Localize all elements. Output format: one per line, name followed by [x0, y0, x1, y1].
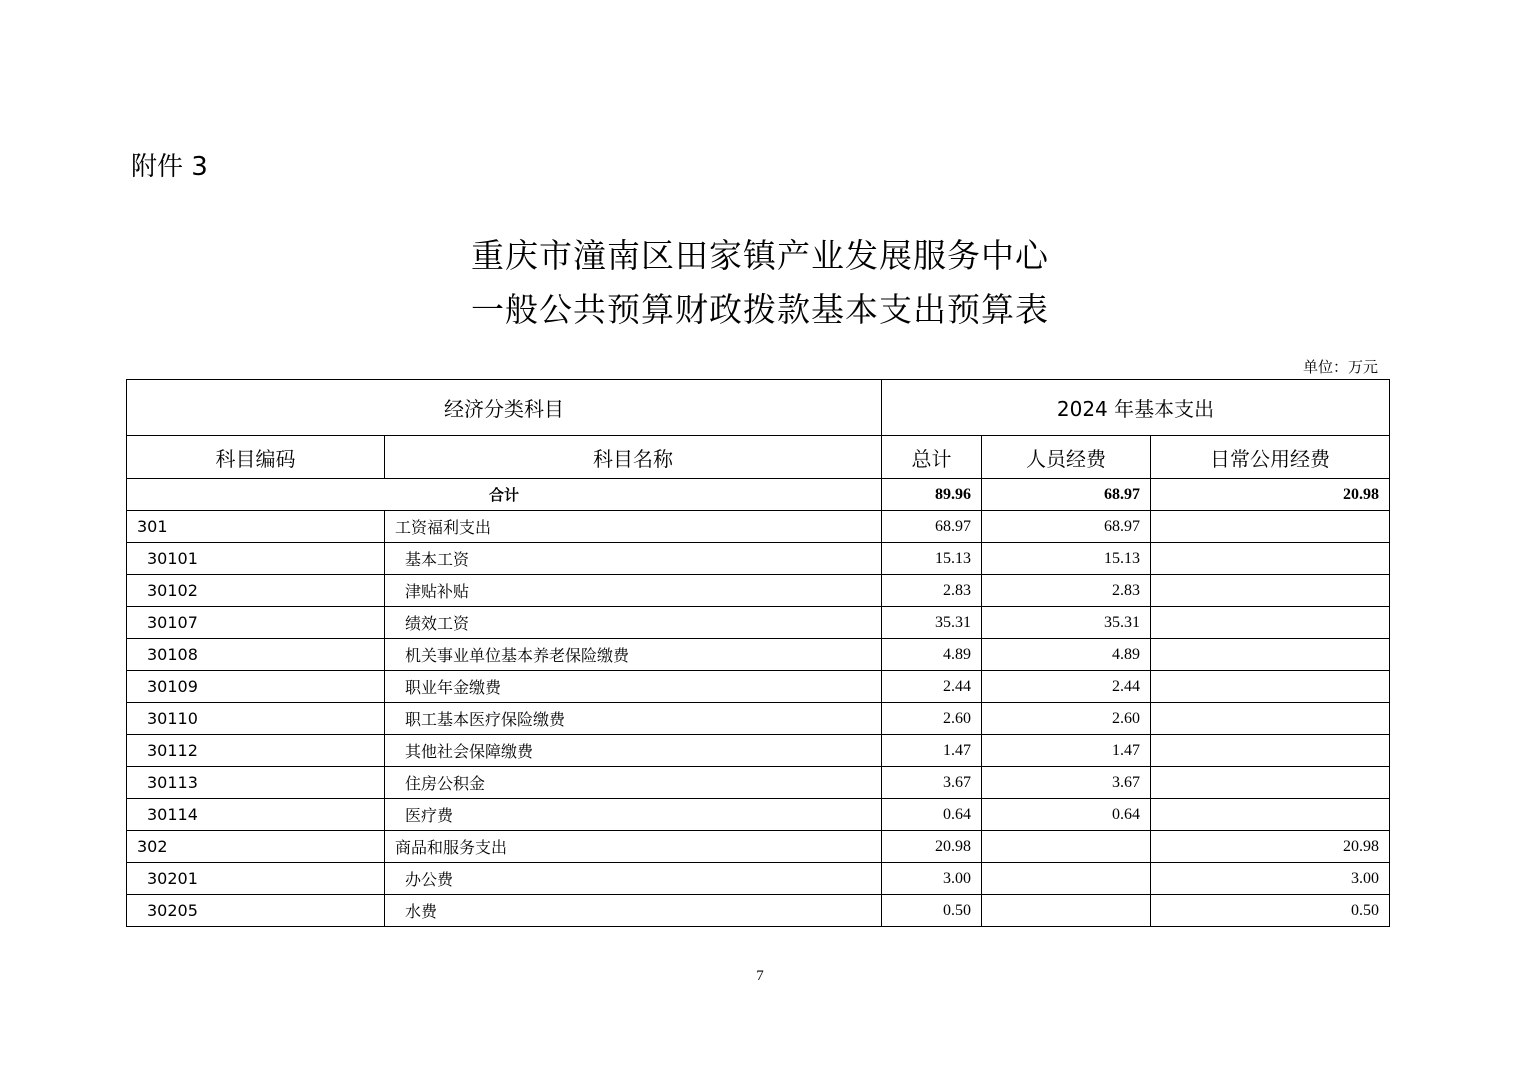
row-name: 基本工资 [385, 543, 882, 575]
table-row [127, 863, 1390, 895]
row-personnel [982, 895, 1151, 927]
row-name: 水费 [385, 895, 882, 927]
row-code: 30107 [127, 607, 385, 639]
title-line-1: 重庆市潼南区田家镇产业发展服务中心 [471, 236, 1049, 275]
row-total: 2.60 [882, 703, 982, 735]
row-personnel: 4.89 [982, 639, 1151, 671]
row-name: 职业年金缴费 [385, 671, 882, 703]
header-public: 日常公用经费 [1151, 436, 1390, 479]
row-total: 0.50 [882, 895, 982, 927]
unit-label: 单位：万元 [1302, 358, 1378, 376]
row-code: 30102 [127, 575, 385, 607]
row-name: 工资福利支出 [385, 511, 882, 543]
row-public [1151, 543, 1390, 575]
row-code: 30108 [127, 639, 385, 671]
column-header-row [127, 436, 1390, 479]
table-row [127, 799, 1390, 831]
page-number: 7 [756, 968, 764, 984]
table-row [127, 767, 1390, 799]
row-name: 办公费 [385, 863, 882, 895]
row-public [1151, 799, 1390, 831]
row-personnel: 3.67 [982, 767, 1151, 799]
table-row [127, 831, 1390, 863]
group-header-economic: 经济分类科目 [127, 380, 882, 436]
total-public: 20.98 [1151, 479, 1390, 511]
group-header-row [127, 380, 1390, 436]
row-public [1151, 735, 1390, 767]
row-code: 301 [127, 511, 385, 543]
row-total: 68.97 [882, 511, 982, 543]
row-code: 30101 [127, 543, 385, 575]
row-total: 2.83 [882, 575, 982, 607]
header-personnel: 人员经费 [982, 436, 1151, 479]
row-code: 30112 [127, 735, 385, 767]
row-public: 0.50 [1151, 895, 1390, 927]
table-row [127, 735, 1390, 767]
row-total: 15.13 [882, 543, 982, 575]
row-public [1151, 607, 1390, 639]
row-name: 其他社会保障缴费 [385, 735, 882, 767]
row-name: 医疗费 [385, 799, 882, 831]
row-public [1151, 639, 1390, 671]
title-line-2: 一般公共预算财政拨款基本支出预算表 [471, 290, 1049, 329]
row-name: 住房公积金 [385, 767, 882, 799]
row-public [1151, 511, 1390, 543]
row-code: 30109 [127, 671, 385, 703]
row-total: 2.44 [882, 671, 982, 703]
header-total: 总计 [882, 436, 982, 479]
row-name: 职工基本医疗保险缴费 [385, 703, 882, 735]
row-personnel: 2.60 [982, 703, 1151, 735]
row-name: 商品和服务支出 [385, 831, 882, 863]
row-public: 20.98 [1151, 831, 1390, 863]
row-total: 35.31 [882, 607, 982, 639]
row-personnel: 1.47 [982, 735, 1151, 767]
table-row [127, 671, 1390, 703]
row-personnel: 35.31 [982, 607, 1151, 639]
row-code: 30110 [127, 703, 385, 735]
row-personnel: 68.97 [982, 511, 1151, 543]
table-row [127, 575, 1390, 607]
row-name: 机关事业单位基本养老保险缴费 [385, 639, 882, 671]
table-row [127, 607, 1390, 639]
row-code: 30114 [127, 799, 385, 831]
row-public: 3.00 [1151, 863, 1390, 895]
row-public [1151, 575, 1390, 607]
row-code: 30201 [127, 863, 385, 895]
row-name: 绩效工资 [385, 607, 882, 639]
row-personnel [982, 831, 1151, 863]
total-total: 89.96 [882, 479, 982, 511]
row-public [1151, 703, 1390, 735]
total-personnel: 68.97 [982, 479, 1151, 511]
row-total: 3.67 [882, 767, 982, 799]
total-row [127, 479, 1390, 511]
total-label: 合计 [127, 479, 882, 511]
table-row [127, 511, 1390, 543]
attachment-label: 附件 3 [131, 152, 208, 182]
row-name: 津贴补贴 [385, 575, 882, 607]
row-public [1151, 671, 1390, 703]
row-public [1151, 767, 1390, 799]
row-total: 0.64 [882, 799, 982, 831]
table-row [127, 895, 1390, 927]
row-personnel: 0.64 [982, 799, 1151, 831]
row-total: 4.89 [882, 639, 982, 671]
header-name: 科目名称 [385, 436, 882, 479]
table-row [127, 703, 1390, 735]
row-total: 20.98 [882, 831, 982, 863]
row-code: 30205 [127, 895, 385, 927]
group-header-basic-expenditure: 2024 年基本支出 [882, 380, 1390, 436]
row-personnel: 2.44 [982, 671, 1151, 703]
row-personnel [982, 863, 1151, 895]
row-total: 3.00 [882, 863, 982, 895]
table-row [127, 543, 1390, 575]
row-personnel: 2.83 [982, 575, 1151, 607]
row-total: 1.47 [882, 735, 982, 767]
row-personnel: 15.13 [982, 543, 1151, 575]
header-code: 科目编码 [127, 436, 385, 479]
table-row [127, 639, 1390, 671]
budget-table [126, 379, 1390, 927]
row-code: 302 [127, 831, 385, 863]
row-code: 30113 [127, 767, 385, 799]
